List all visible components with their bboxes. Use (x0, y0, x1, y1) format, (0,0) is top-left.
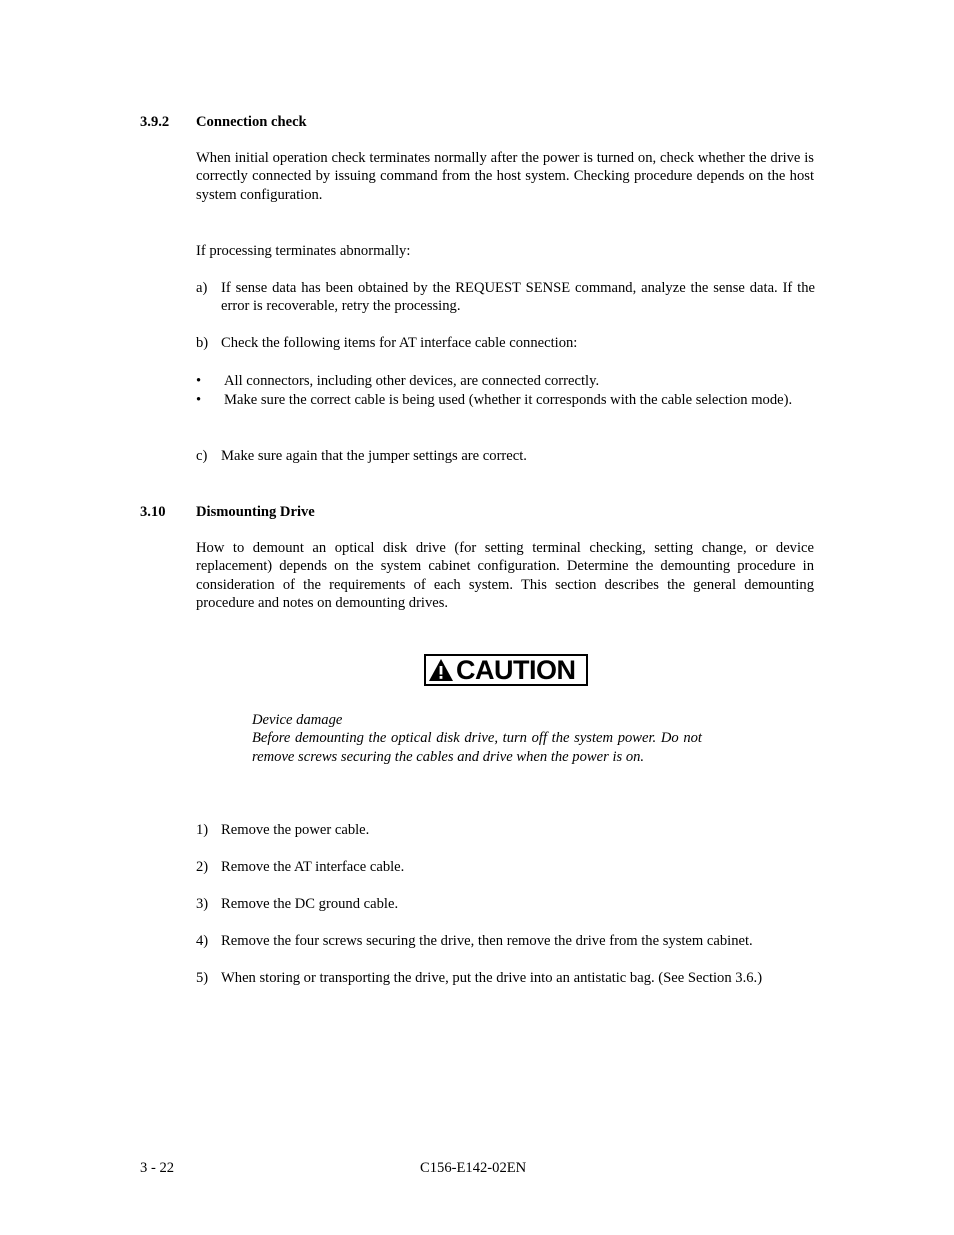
list-item (196, 447, 816, 465)
step-marker: 3) (196, 896, 209, 912)
bullet-text: Make sure the correct cable is being used (whether it corresponds with the cable selection mode). (224, 392, 793, 408)
caution-label (424, 654, 588, 686)
section-intro: How to demount an optical disk drive (for setting terminal checking, setting change, or device replacement) depends on the system cabinet configuration. Determine the demounting procedure in consideration of the requirements of each system. This section describes the general demounting procedure and notes on demounting drives. (196, 540, 814, 612)
list-marker: a) (196, 280, 208, 296)
section-intro: When initial operation check terminates normally after the power is turned on, check whether the drive is correctly connected by issuing command from the host system. Checking procedure depends on the host system configuration. (196, 150, 814, 203)
step-text: When storing or transporting the drive, put the drive into an antistatic bag. (See Section 3.6.) (221, 970, 763, 986)
list-item (196, 279, 816, 316)
bullet-icon: • (196, 392, 202, 408)
section-number: 3.9.2 (140, 114, 170, 130)
step-marker: 5) (196, 970, 209, 986)
document-code: C156-E142-02EN (420, 1160, 527, 1176)
section-title: Connection check (196, 114, 307, 130)
list-marker: c) (196, 448, 208, 464)
caution-word: CAUTION (456, 654, 576, 685)
list-marker: b) (196, 335, 209, 351)
page-number: 3 - 22 (140, 1160, 175, 1176)
abnormal-lead: If processing terminates abnormally: (196, 243, 411, 259)
section-number: 3.10 (140, 504, 166, 520)
list-item (196, 334, 816, 352)
bullet-item (196, 391, 814, 409)
step-item (196, 895, 816, 913)
bullet-icon: • (196, 373, 202, 389)
step-marker: 1) (196, 822, 209, 838)
step-marker: 4) (196, 933, 209, 949)
section-title: Dismounting Drive (196, 504, 315, 520)
warning-triangle-icon (428, 658, 454, 682)
list-item-text: Check the following items for AT interface cable connection: (221, 335, 578, 351)
step-item (196, 969, 836, 987)
step-item (196, 858, 816, 876)
step-item (196, 932, 836, 950)
list-item-text: If sense data has been obtained by the REQUEST SENSE command, analyze the sense data. If the error is recoverable, retry the processing. (221, 280, 815, 315)
step-text: Remove the four screws securing the drive, then remove the drive from the system cabinet. (221, 933, 753, 949)
caution-text (252, 711, 702, 766)
step-text: Remove the DC ground cable. (221, 896, 399, 912)
caution-body: Before demounting the optical disk drive, turn off the system power. Do not remove screws securing the cables and drive when the power is on. (252, 730, 702, 765)
bullet-item (196, 372, 814, 390)
step-item (196, 821, 816, 839)
caution-heading: Device damage (252, 712, 343, 728)
step-text: Remove the power cable. (221, 822, 370, 838)
bullet-text: All connectors, including other devices, are connected correctly. (224, 373, 600, 389)
step-marker: 2) (196, 859, 209, 875)
list-item-text: Make sure again that the jumper settings are correct. (221, 448, 527, 464)
step-text: Remove the AT interface cable. (221, 859, 405, 875)
